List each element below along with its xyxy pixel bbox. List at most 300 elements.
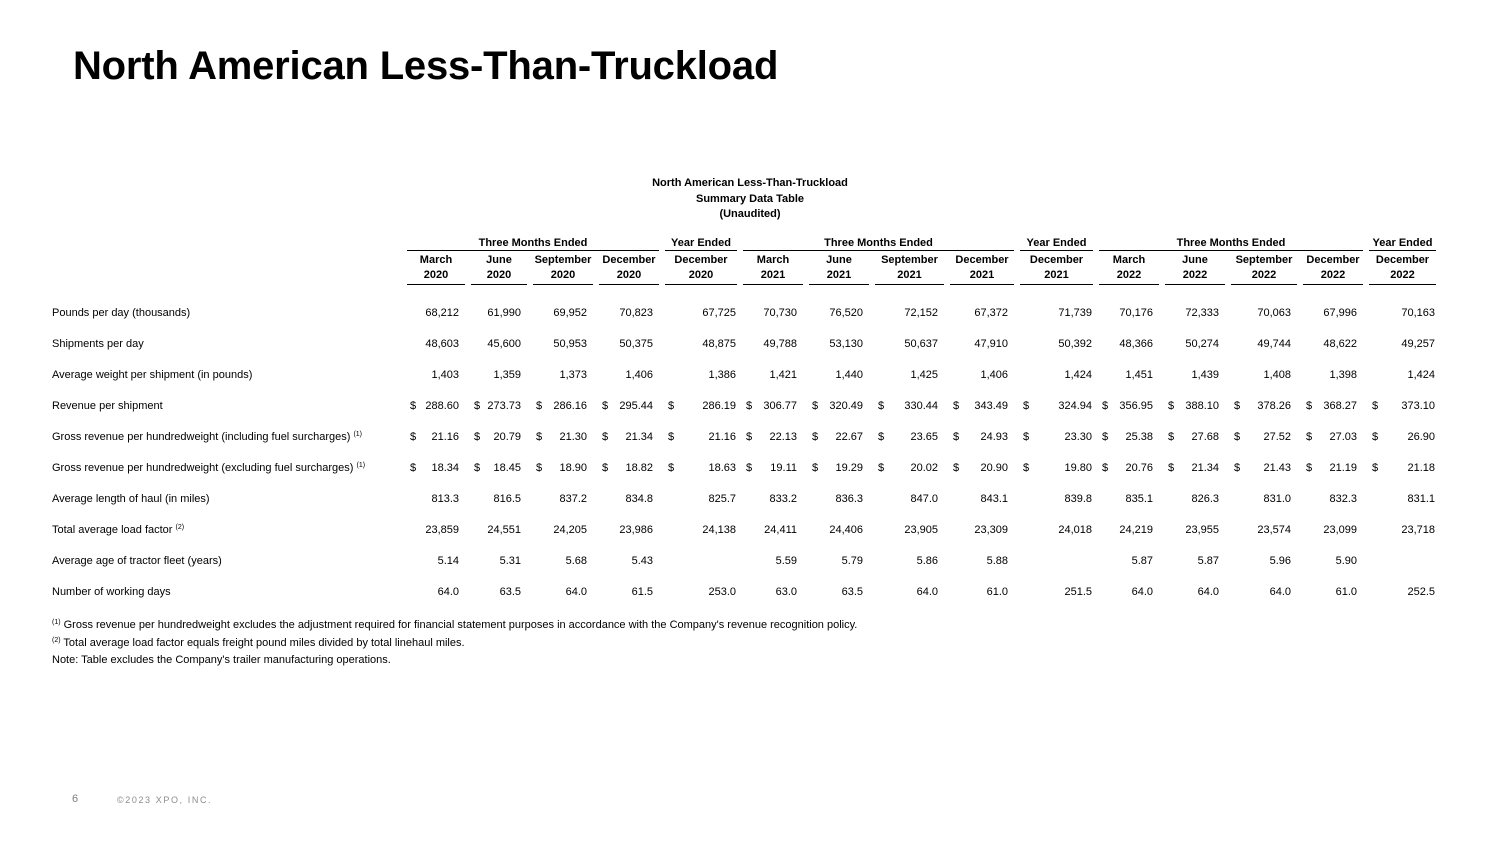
- copyright-notice: ©2023 XPO, INC.: [117, 795, 213, 805]
- data-cell: [806, 452, 872, 483]
- cell-value: 832.3: [1329, 492, 1357, 505]
- period-header-label: [809, 252, 869, 285]
- data-cell: [1162, 421, 1228, 452]
- data-cell: [806, 359, 872, 390]
- cell-value: 1,406: [980, 368, 1008, 381]
- currency-symbol: $: [746, 399, 753, 412]
- row-label-text: Gross revenue per hundredweight (excluding fuel surcharges): [52, 461, 354, 474]
- cell-value: 22.67: [835, 430, 863, 443]
- cell-value: 5.14: [437, 554, 459, 567]
- period-year: 2020: [616, 269, 642, 281]
- data-cell: [662, 390, 740, 421]
- data-cell: [468, 297, 530, 328]
- data-cell: [1096, 545, 1162, 576]
- data-cell: [740, 328, 806, 359]
- data-cell: [1228, 297, 1300, 328]
- cell-value: 48,603: [425, 337, 459, 350]
- cell-value: 378.26: [1257, 399, 1291, 412]
- currency-symbol: $: [410, 399, 417, 412]
- currency-symbol: $: [1372, 430, 1379, 443]
- currency-symbol: $: [668, 430, 675, 443]
- period-year: 2022: [1182, 269, 1208, 281]
- cell-value: 64.0: [565, 585, 587, 598]
- data-cell: [1017, 421, 1096, 452]
- data-cell: [1162, 452, 1228, 483]
- period-year: 2021: [1044, 269, 1069, 281]
- currency-symbol: $: [410, 461, 417, 474]
- group-header-label: Three Months Ended: [1099, 237, 1363, 251]
- data-cell: [740, 390, 806, 421]
- currency-symbol: $: [953, 461, 960, 474]
- cell-value: 320.49: [829, 399, 863, 412]
- data-cell: [468, 483, 530, 514]
- cell-value: 816.5: [493, 492, 521, 505]
- cell-value: 23,986: [619, 523, 653, 536]
- cell-value: 64.0: [1269, 585, 1291, 598]
- data-cell: [1096, 576, 1162, 607]
- data-cell: [530, 452, 596, 483]
- cell-value: 19.80: [1064, 461, 1092, 474]
- table-note: (Unaudited): [719, 208, 781, 220]
- cell-value: 27.03: [1329, 430, 1357, 443]
- data-cell: [872, 545, 947, 576]
- cell-value: 5.88: [986, 554, 1008, 567]
- data-cell: [596, 359, 662, 390]
- currency-symbol: $: [602, 430, 609, 443]
- cell-value: 23,309: [974, 523, 1008, 536]
- data-cell: [1017, 390, 1096, 421]
- data-cell: [872, 421, 947, 452]
- data-cell: [1017, 328, 1096, 359]
- data-cell: [947, 576, 1017, 607]
- cell-value: 70,823: [619, 306, 653, 319]
- data-cell: [530, 576, 596, 607]
- cell-value: 5.79: [841, 554, 863, 567]
- period-header-label: [875, 252, 944, 285]
- currency-symbol: $: [812, 399, 819, 412]
- cell-value: 5.31: [499, 554, 521, 567]
- currency-symbol: $: [878, 461, 885, 474]
- cell-value: 1,439: [1191, 368, 1219, 381]
- currency-symbol: $: [953, 399, 960, 412]
- period-year: 2022: [1251, 269, 1277, 281]
- table-title: North American Less-Than-Truckload: [652, 177, 848, 189]
- cell-value: 826.3: [1191, 492, 1219, 505]
- data-cell: [1162, 483, 1228, 514]
- cell-value: 71,739: [1058, 306, 1092, 319]
- data-cell: [1228, 576, 1300, 607]
- footnote-text: Note: Table excludes the Company's trailer manufacturing operations.: [52, 654, 391, 666]
- data-cell: [596, 421, 662, 452]
- data-cell: [806, 576, 872, 607]
- data-cell: [872, 576, 947, 607]
- currency-symbol: $: [746, 430, 753, 443]
- data-cell: [947, 390, 1017, 421]
- cell-value: 63.5: [841, 585, 863, 598]
- row-label-text: Total average load factor: [52, 523, 173, 536]
- cell-value: 1,406: [625, 368, 653, 381]
- data-cell: [468, 576, 530, 607]
- data-cell: [1366, 514, 1439, 545]
- data-cell: [530, 483, 596, 514]
- data-cell: [1300, 390, 1366, 421]
- currency-symbol: $: [1306, 430, 1313, 443]
- data-cell: [1300, 297, 1366, 328]
- currency-symbol: $: [1234, 461, 1241, 474]
- data-cell: [947, 514, 1017, 545]
- data-cell: [947, 545, 1017, 576]
- cell-value: 306.77: [763, 399, 797, 412]
- footnote-marker: (1): [353, 430, 363, 438]
- cell-value: 839.8: [1064, 492, 1092, 505]
- spacer-row: [49, 285, 1439, 297]
- data-cell: [872, 514, 947, 545]
- cell-value: 18.90: [559, 461, 587, 474]
- period-year: 2022: [1390, 269, 1415, 281]
- data-cell: [596, 297, 662, 328]
- period-year: 2020: [688, 269, 714, 281]
- cell-value: 1,424: [1064, 368, 1092, 381]
- cell-value: 19.29: [835, 461, 863, 474]
- data-cell: [662, 421, 740, 452]
- period-header: [872, 252, 947, 285]
- cell-value: 25.38: [1125, 430, 1153, 443]
- data-cell: [1366, 421, 1439, 452]
- cell-value: 356.95: [1119, 399, 1153, 412]
- data-cell: [1162, 359, 1228, 390]
- cell-value: 23,859: [425, 523, 459, 536]
- cell-value: 63.5: [499, 585, 521, 598]
- period-header-label: [1231, 252, 1297, 285]
- data-cell: [806, 297, 872, 328]
- cell-value: 1,425: [910, 368, 938, 381]
- cell-value: 5.59: [775, 554, 797, 567]
- row-label-text: Pounds per day (thousands): [52, 306, 191, 319]
- cell-value: 288.60: [425, 399, 459, 412]
- data-cell: [806, 514, 872, 545]
- cell-value: 24,406: [829, 523, 863, 536]
- data-cell: [596, 452, 662, 483]
- data-cell: [740, 359, 806, 390]
- data-cell: [468, 328, 530, 359]
- data-cell: [1300, 545, 1366, 576]
- row-label: [49, 576, 404, 607]
- period-header: [947, 252, 1017, 285]
- cell-value: 24,551: [487, 523, 521, 536]
- cell-value: 253.0: [708, 585, 736, 598]
- cell-value: 24,138: [702, 523, 736, 536]
- currency-symbol: $: [536, 399, 543, 412]
- cell-value: 23.30: [1064, 430, 1092, 443]
- row-label: [49, 359, 404, 390]
- period-month: June: [826, 254, 852, 266]
- row-label-text: Average age of tractor fleet (years): [52, 554, 222, 567]
- cell-value: 18.45: [493, 461, 521, 474]
- cell-value: 1,424: [1407, 368, 1435, 381]
- period-year: 2021: [826, 269, 852, 281]
- period-year: 2021: [760, 269, 786, 281]
- period-header: [1366, 252, 1439, 285]
- currency-symbol: $: [1372, 399, 1379, 412]
- data-cell: [1228, 514, 1300, 545]
- group-header: [1096, 235, 1366, 252]
- cell-value: 1,359: [493, 368, 521, 381]
- row-label: [49, 297, 404, 328]
- currency-symbol: $: [602, 461, 609, 474]
- group-header-label: Year Ended: [1369, 237, 1436, 251]
- cell-value: 847.0: [910, 492, 938, 505]
- period-header-label: [407, 252, 465, 285]
- table-row: [49, 576, 1439, 607]
- data-cell: [404, 328, 468, 359]
- group-header: [404, 235, 662, 252]
- data-cell: [947, 483, 1017, 514]
- group-header: [1366, 235, 1439, 252]
- data-cell: [1366, 483, 1439, 514]
- footnote-line: [52, 635, 857, 653]
- period-month: December: [955, 254, 1009, 266]
- period-header: [596, 252, 662, 285]
- data-cell: [1228, 483, 1300, 514]
- data-cell: [596, 514, 662, 545]
- row-label-text: Shipments per day: [52, 337, 144, 350]
- currency-symbol: $: [474, 461, 481, 474]
- data-cell: [806, 390, 872, 421]
- cell-value: 23,099: [1323, 523, 1357, 536]
- cell-value: 61.0: [1335, 585, 1357, 598]
- cell-value: 24,018: [1058, 523, 1092, 536]
- cell-value: 23,905: [904, 523, 938, 536]
- period-header: [530, 252, 596, 285]
- cell-value: 50,274: [1185, 337, 1219, 350]
- period-month: December: [1029, 254, 1084, 266]
- currency-symbol: $: [812, 430, 819, 443]
- cell-value: 286.19: [702, 399, 736, 412]
- data-cell: [872, 483, 947, 514]
- data-cell: [662, 576, 740, 607]
- period-month: March: [756, 254, 790, 266]
- currency-symbol: $: [878, 399, 885, 412]
- data-cell: [740, 421, 806, 452]
- row-label-text: Number of working days: [52, 585, 171, 598]
- cell-value: 63.0: [775, 585, 797, 598]
- row-label-text: Average weight per shipment (in pounds): [52, 368, 253, 381]
- cell-value: 21.19: [1329, 461, 1357, 474]
- cell-value: 837.2: [559, 492, 587, 505]
- group-header-row: [49, 235, 1439, 252]
- group-header-label: Year Ended: [665, 237, 737, 251]
- period-month: December: [674, 254, 728, 266]
- currency-symbol: $: [1306, 461, 1313, 474]
- cell-value: 1,421: [769, 368, 797, 381]
- data-cell: [530, 545, 596, 576]
- currency-symbol: $: [602, 399, 609, 412]
- data-cell: [1096, 452, 1162, 483]
- data-cell: [530, 421, 596, 452]
- data-cell: [1017, 514, 1096, 545]
- cell-value: 286.16: [553, 399, 587, 412]
- data-cell: [1366, 390, 1439, 421]
- cell-value: 19.11: [770, 461, 797, 474]
- data-cell: [947, 452, 1017, 483]
- data-cell: [468, 452, 530, 483]
- cell-value: 27.68: [1191, 430, 1219, 443]
- period-year: 2022: [1116, 269, 1142, 281]
- data-cell: [530, 514, 596, 545]
- cell-value: 69,952: [553, 306, 587, 319]
- data-cell: [1228, 452, 1300, 483]
- cell-value: 831.1: [1407, 492, 1435, 505]
- data-cell: [596, 390, 662, 421]
- cell-value: 18.82: [625, 461, 653, 474]
- data-cell: [596, 483, 662, 514]
- data-cell: [1228, 421, 1300, 452]
- data-cell: [404, 359, 468, 390]
- data-cell: [596, 545, 662, 576]
- data-cell: [740, 514, 806, 545]
- row-label: [49, 514, 404, 545]
- data-cell: [1366, 545, 1439, 576]
- data-cell: [1300, 328, 1366, 359]
- period-month-row: [49, 252, 1439, 285]
- period-header-label: [1099, 252, 1159, 285]
- cell-value: 21.30: [559, 430, 587, 443]
- group-header-label: Three Months Ended: [743, 237, 1014, 251]
- group-header: [740, 235, 1017, 252]
- cell-value: 21.18: [1407, 461, 1435, 474]
- data-cell: [740, 576, 806, 607]
- cell-value: 5.86: [916, 554, 938, 567]
- row-label: [49, 390, 404, 421]
- cell-value: 61,990: [487, 306, 521, 319]
- period-month: June: [486, 254, 512, 266]
- period-header-label: [533, 252, 593, 285]
- period-year: 2021: [897, 269, 922, 281]
- currency-symbol: $: [1102, 399, 1109, 412]
- table-row: [49, 452, 1439, 483]
- period-month: December: [1375, 254, 1430, 266]
- footnote-line: [52, 652, 857, 670]
- period-header-label: [599, 252, 659, 285]
- period-header: [1162, 252, 1228, 285]
- data-cell: [662, 328, 740, 359]
- cell-value: 5.43: [631, 554, 653, 567]
- period-month: December: [1306, 254, 1360, 266]
- row-label: [49, 483, 404, 514]
- footnote-marker: (1): [356, 461, 366, 469]
- cell-value: 251.5: [1064, 585, 1092, 598]
- period-header-label: [1165, 252, 1225, 285]
- table-row: [49, 359, 1439, 390]
- footnote-marker: (2): [52, 636, 61, 644]
- data-cell: [530, 328, 596, 359]
- currency-symbol: $: [1023, 461, 1030, 474]
- data-cell: [1366, 328, 1439, 359]
- period-header: [1300, 252, 1366, 285]
- cell-value: 72,152: [904, 306, 938, 319]
- currency-symbol: $: [1023, 430, 1030, 443]
- cell-value: 22.13: [769, 430, 797, 443]
- cell-value: 18.34: [431, 461, 459, 474]
- data-cell: [530, 359, 596, 390]
- period-month: September: [881, 254, 938, 266]
- data-cell: [1017, 452, 1096, 483]
- cell-value: 23,955: [1185, 523, 1219, 536]
- data-cell: [404, 390, 468, 421]
- data-cell: [1017, 483, 1096, 514]
- currency-symbol: $: [668, 461, 675, 474]
- cell-value: 20.76: [1125, 461, 1153, 474]
- currency-symbol: $: [474, 399, 481, 412]
- footnotes: [52, 617, 857, 670]
- cell-value: 843.1: [980, 492, 1008, 505]
- cell-value: 26.90: [1407, 430, 1435, 443]
- data-cell: [662, 297, 740, 328]
- data-cell: [1162, 390, 1228, 421]
- cell-value: 1,408: [1263, 368, 1291, 381]
- cell-value: 24,219: [1119, 523, 1153, 536]
- period-header: [404, 252, 468, 285]
- data-cell: [1017, 297, 1096, 328]
- cell-value: 49,788: [763, 337, 797, 350]
- currency-symbol: $: [746, 461, 753, 474]
- period-header: [468, 252, 530, 285]
- cell-value: 50,637: [904, 337, 938, 350]
- period-month: December: [602, 254, 656, 266]
- period-header: [662, 252, 740, 285]
- data-cell: [1162, 514, 1228, 545]
- currency-symbol: $: [1306, 399, 1313, 412]
- currency-symbol: $: [410, 430, 417, 443]
- currency-symbol: $: [812, 461, 819, 474]
- row-label-text: Gross revenue per hundredweight (including fuel surcharges): [52, 430, 351, 443]
- data-cell: [1228, 328, 1300, 359]
- cell-value: 5.87: [1131, 554, 1153, 567]
- cell-value: 836.3: [835, 492, 863, 505]
- cell-value: 5.96: [1269, 554, 1291, 567]
- data-cell: [404, 576, 468, 607]
- cell-value: 273.73: [487, 399, 521, 412]
- data-cell: [468, 421, 530, 452]
- cell-value: 24,205: [553, 523, 587, 536]
- row-label: [49, 545, 404, 576]
- period-header-label: [950, 252, 1014, 285]
- data-cell: [1017, 576, 1096, 607]
- data-cell: [404, 514, 468, 545]
- table-row: [49, 483, 1439, 514]
- cell-value: 70,730: [763, 306, 797, 319]
- data-cell: [1162, 297, 1228, 328]
- cell-value: 833.2: [769, 492, 797, 505]
- data-cell: [662, 359, 740, 390]
- footnote-marker: (2): [175, 523, 185, 531]
- period-year: 2020: [423, 269, 449, 281]
- footnote-marker: (1): [52, 619, 61, 626]
- cell-value: 49,744: [1257, 337, 1291, 350]
- cell-value: 343.49: [974, 399, 1008, 412]
- data-cell: [806, 483, 872, 514]
- currency-symbol: $: [953, 430, 960, 443]
- cell-value: 24,411: [764, 523, 797, 536]
- cell-value: 48,366: [1119, 337, 1153, 350]
- data-cell: [662, 545, 740, 576]
- data-cell: [872, 297, 947, 328]
- period-month: September: [534, 254, 592, 266]
- data-cell: [662, 514, 740, 545]
- period-month: March: [419, 254, 453, 266]
- table-row: [49, 390, 1439, 421]
- data-cell: [740, 452, 806, 483]
